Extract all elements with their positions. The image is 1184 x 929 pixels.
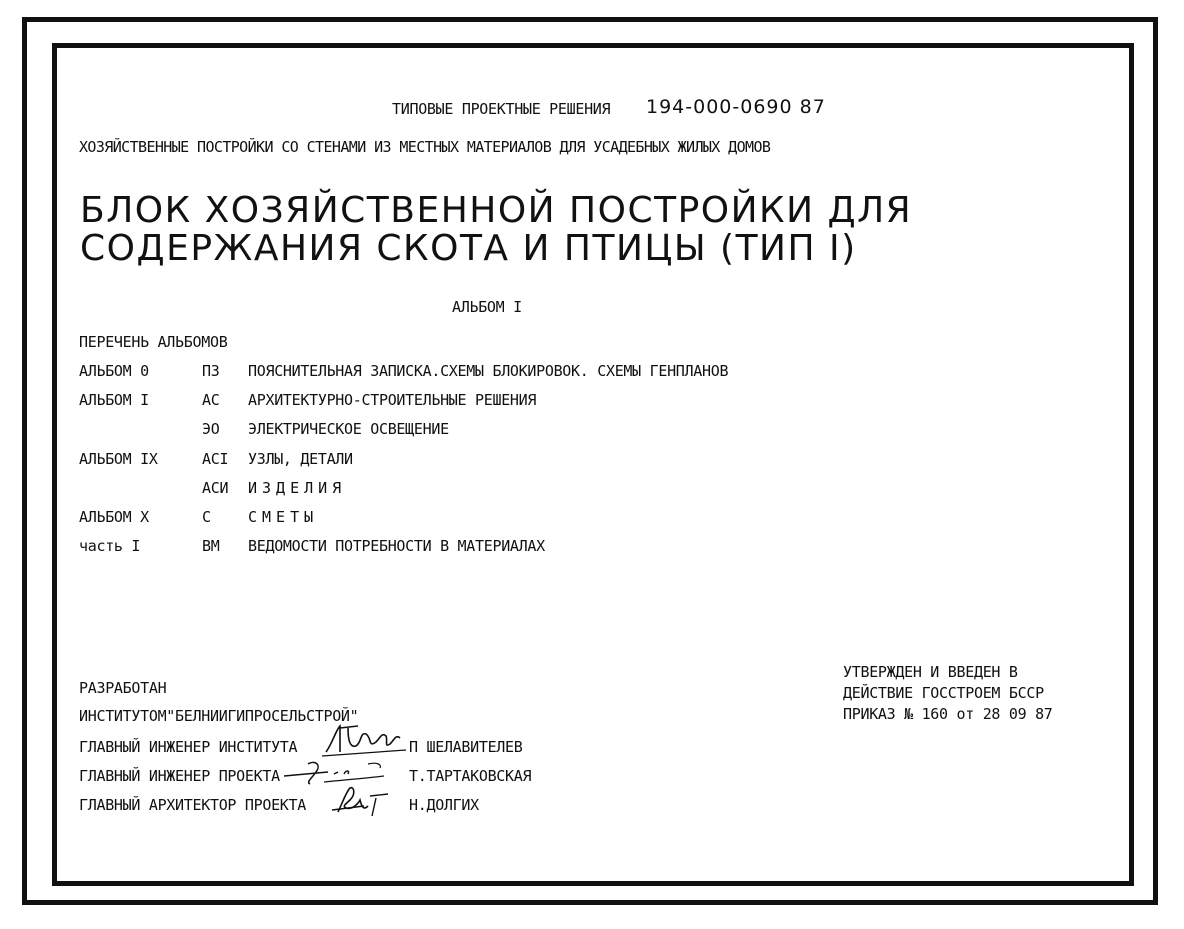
signature-name: П ШЕЛАВИТЕЛЕВ [409,738,523,756]
album-code: ЭО [202,420,220,438]
document-title [80,192,940,268]
chief-architect-signature [328,782,400,820]
developer-line-2: ИНСТИТУТОМ"БЕЛНИИГИПРОСЕЛЬСТРОЙ" [79,707,359,725]
signature-name: Т.ТАРТАКОВСКАЯ [409,767,532,785]
title-line-2: СОДЕРЖАНИЯ СКОТА И ПТИЦЫ (ТИП I) [80,228,857,269]
approval-line-3: ПРИКАЗ № 160 от 28 09 87 [843,705,1053,723]
series-code: 194-000-0690 87 [646,96,826,118]
album-number: АЛЬБОМ 0 [79,362,149,380]
album-code: ВМ [202,537,220,555]
album-code: АС [202,391,220,409]
album-description: ИЗДЕЛИЯ [248,479,347,497]
developer-line-1: РАЗРАБОТАН [79,679,167,697]
approval-line-1: УТВЕРЖДЕН И ВВЕДЕН В [843,663,1018,681]
album-description: АРХИТЕКТУРНО-СТРОИТЕЛЬНЫЕ РЕШЕНИЯ [248,391,537,409]
album-description: УЗЛЫ, ДЕТАЛИ [248,450,353,468]
signature-role: ГЛАВНЫЙ ИНЖЕНЕР ПРОЕКТА [79,767,280,785]
signature-role: ГЛАВНЫЙ ИНЖЕНЕР ИНСТИТУТА [79,738,298,756]
album-number: АЛЬБОМ X [79,508,149,526]
album-number: АЛЬБОМ IX [79,450,158,468]
developer-block [79,674,358,730]
album-code: АСI [202,450,229,468]
signature-name: Н.ДОЛГИХ [409,796,479,814]
approval-line-2: ДЕЙСТВИЕ ГОССТРОЕМ БССР [843,684,1044,702]
album-number: АЛЬБОМ I [79,391,149,409]
album-list-heading: ПЕРЕЧЕНЬ АЛЬБОМОВ [79,333,228,351]
album-description: СМЕТЫ [248,508,319,526]
album-code: АСИ [202,479,229,497]
album-code: ПЗ [202,362,220,380]
approval-block [843,662,1053,725]
album-description: ПОЯСНИТЕЛЬНАЯ ЗАПИСКА.СХЕМЫ БЛОКИРОВОК. СХЕМЫ ГЕНПЛАНОВ [248,362,729,380]
document-subtitle: ХОЗЯЙСТВЕННЫЕ ПОСТРОЙКИ СО СТЕНАМИ ИЗ МЕСТНЫХ МАТЕРИАЛОВ ДЛЯ УСАДЕБНЫХ ЖИЛЫХ ДОМОВ [79,138,771,156]
title-line-1: БЛОК ХОЗЯЙСТВЕННОЙ ПОСТРОЙКИ ДЛЯ [80,190,913,231]
current-album: АЛЬБОМ I [452,298,522,316]
album-number: часть I [79,537,141,555]
signature-role: ГЛАВНЫЙ АРХИТЕКТОР ПРОЕКТА [79,796,307,814]
album-code: С [202,508,211,526]
album-description: ЭЛЕКТРИЧЕСКОЕ ОСВЕЩЕНИЕ [248,420,449,438]
series-label: ТИПОВЫЕ ПРОЕКТНЫЕ РЕШЕНИЯ [392,100,611,118]
album-description: ВЕДОМОСТИ ПОТРЕБНОСТИ В МАТЕРИАЛАХ [248,537,545,555]
